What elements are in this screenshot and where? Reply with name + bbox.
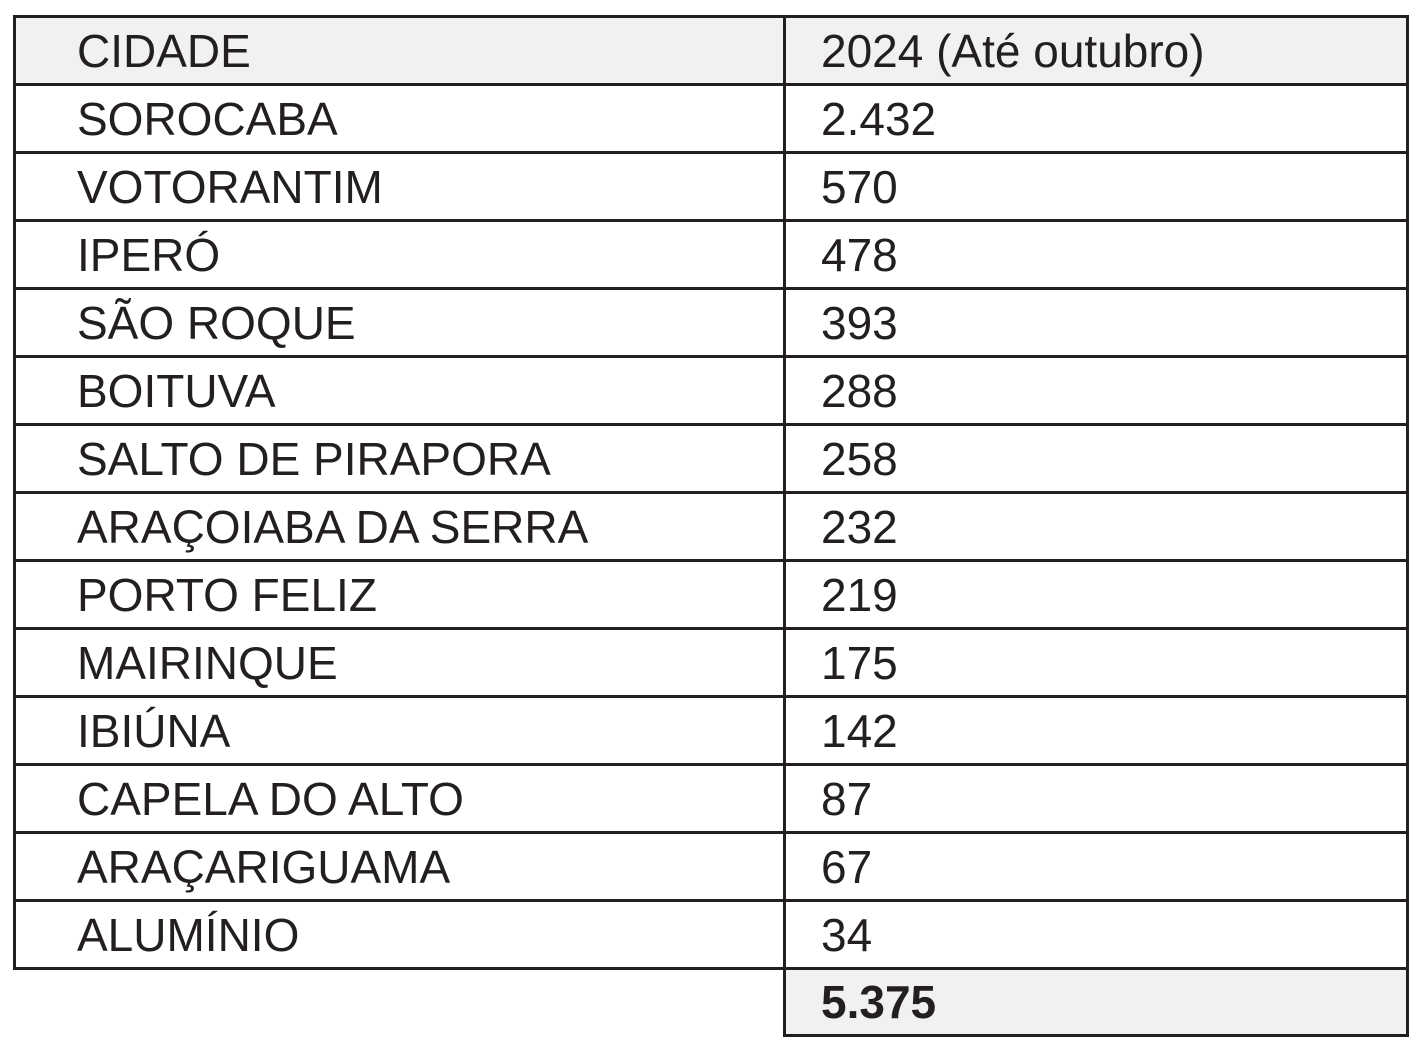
row-divider xyxy=(13,151,1409,154)
header-value: 2024 (Até outubro) xyxy=(785,17,1406,85)
row-divider xyxy=(13,627,1409,630)
column-divider xyxy=(13,15,16,969)
row-divider xyxy=(13,355,1409,358)
row-city: VOTORANTIM xyxy=(77,161,383,213)
row-city: BOITUVA xyxy=(77,365,276,417)
row-divider xyxy=(13,491,1409,494)
row-divider xyxy=(13,695,1409,698)
row-city: ARAÇOIABA DA SERRA xyxy=(77,501,589,553)
row-value: 258 xyxy=(821,433,898,485)
column-divider xyxy=(783,15,786,1037)
row-city: SALTO DE PIRAPORA xyxy=(77,433,551,485)
row-city: IPERÓ xyxy=(77,229,221,281)
row-divider xyxy=(13,83,1409,86)
row-divider xyxy=(13,287,1409,290)
row-divider xyxy=(13,423,1409,426)
row-divider xyxy=(13,559,1409,562)
row-city: CAPELA DO ALTO xyxy=(77,773,464,825)
row-value: 2.432 xyxy=(821,93,937,145)
total-value: 5.375 xyxy=(785,968,1406,1036)
row-value: 175 xyxy=(821,637,898,689)
row-city: MAIRINQUE xyxy=(77,637,338,689)
row-city: IBIÚNA xyxy=(77,705,231,757)
column-divider xyxy=(1406,15,1409,1037)
row-value: 288 xyxy=(821,365,898,417)
row-city: SÃO ROQUE xyxy=(77,297,356,349)
row-divider xyxy=(13,831,1409,834)
row-city: PORTO FELIZ xyxy=(77,569,377,621)
row-city: ARAÇARIGUAMA xyxy=(77,841,451,893)
row-city: ALUMÍNIO xyxy=(77,909,300,961)
row-value: 67 xyxy=(821,841,873,893)
row-divider xyxy=(13,967,1409,970)
row-divider xyxy=(13,763,1409,766)
row-divider xyxy=(13,899,1409,902)
row-divider xyxy=(783,1034,1409,1037)
row-value: 87 xyxy=(821,773,873,825)
row-divider xyxy=(13,15,1409,18)
row-value: 34 xyxy=(821,909,873,961)
row-value: 393 xyxy=(821,297,898,349)
header-city: CIDADE xyxy=(15,17,785,85)
row-value: 232 xyxy=(821,501,898,553)
row-value: 219 xyxy=(821,569,898,621)
row-divider xyxy=(13,219,1409,222)
row-value: 570 xyxy=(821,161,898,213)
row-value: 478 xyxy=(821,229,898,281)
row-city: SOROCABA xyxy=(77,93,338,145)
row-value: 142 xyxy=(821,705,898,757)
